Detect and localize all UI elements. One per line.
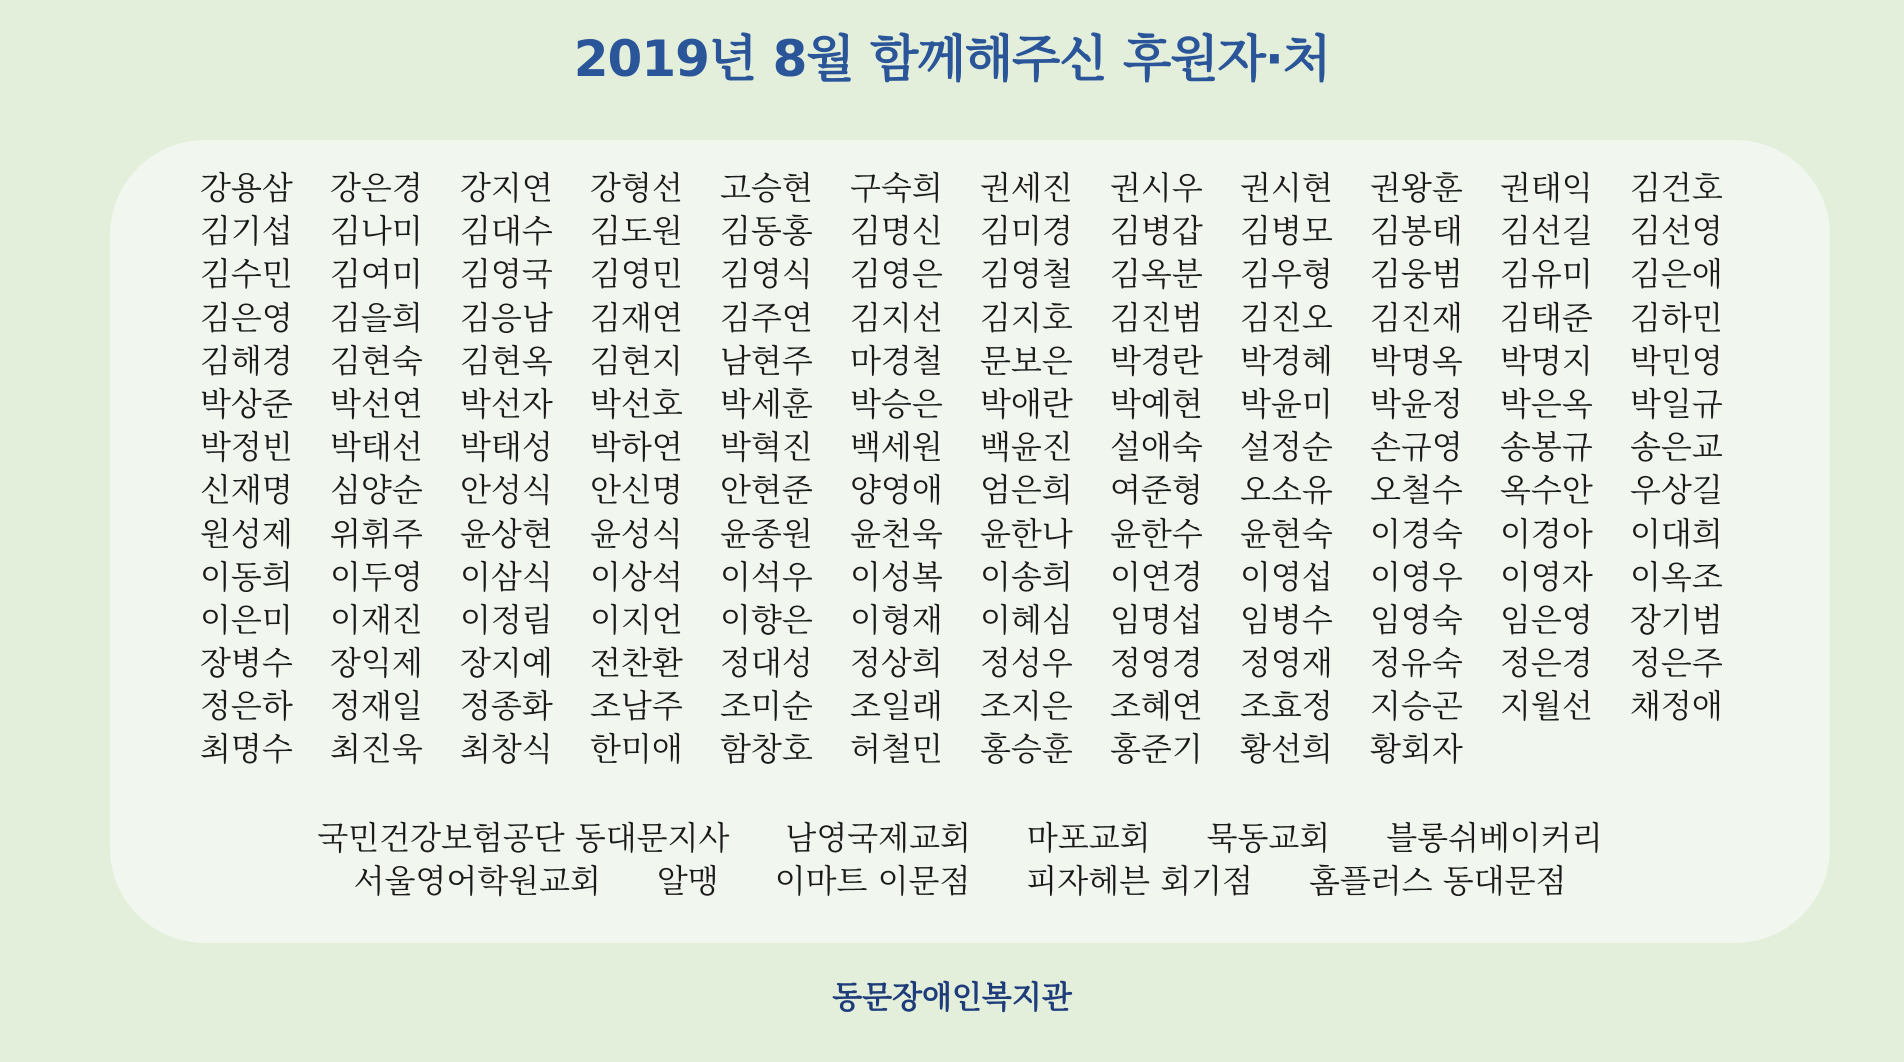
donor-organization: 이마트 이문점 xyxy=(774,862,971,900)
donor-organization: 국민건강보험공단 동대문지사 xyxy=(317,819,730,857)
donor-name: 이향은 xyxy=(720,600,813,639)
donor-name: 김현옥 xyxy=(460,341,553,380)
donor-name: 정영경 xyxy=(1110,644,1203,683)
donor-name: 백세원 xyxy=(850,428,943,467)
donor-name: 함창호 xyxy=(720,730,813,769)
donor-name: 김현숙 xyxy=(330,341,423,380)
donor-name: 김병모 xyxy=(1240,212,1333,251)
donor-name: 김건호 xyxy=(1630,169,1723,207)
donor-name: 박하연 xyxy=(590,428,683,467)
donor-name: 강용삼 xyxy=(200,169,293,207)
donor-name: 이경숙 xyxy=(1370,514,1463,553)
donor-name: 김은영 xyxy=(200,298,293,337)
donor-name: 안현준 xyxy=(720,471,813,510)
donor-name: 김웅범 xyxy=(1370,255,1463,294)
donor-name: 이석우 xyxy=(720,557,813,596)
donor-name: 정은경 xyxy=(1500,644,1593,683)
donor-name: 이영섭 xyxy=(1240,557,1333,596)
donor-name: 이두영 xyxy=(330,557,423,596)
donor-name: 김영철 xyxy=(980,255,1073,294)
donor-name: 이송희 xyxy=(980,557,1073,596)
donor-name: 조지은 xyxy=(980,687,1073,726)
donor-name: 윤한나 xyxy=(980,514,1073,553)
donor-organization: 홈플러스 동대문점 xyxy=(1308,862,1567,900)
donor-name: 김병갑 xyxy=(1110,212,1203,251)
donor-name: 이성복 xyxy=(850,557,943,596)
donor-name: 권세진 xyxy=(980,169,1073,207)
donor-name: 김미경 xyxy=(980,212,1073,251)
donor-name: 최진욱 xyxy=(330,730,423,769)
donor-name: 김지호 xyxy=(980,298,1073,337)
donor-organization: 알맹 xyxy=(656,862,719,900)
donor-name: 안성식 xyxy=(460,471,553,510)
donor-name: 임은영 xyxy=(1500,600,1593,639)
donor-name: 박선호 xyxy=(590,384,683,423)
donor-name: 최창식 xyxy=(460,730,553,769)
donor-name: 박선자 xyxy=(460,384,553,423)
donor-name: 윤현숙 xyxy=(1240,514,1333,553)
donor-name: 김대수 xyxy=(460,212,553,251)
donor-name: 강지연 xyxy=(460,169,553,207)
donor-organization: 묵동교회 xyxy=(1206,819,1331,857)
donor-name: 송봉규 xyxy=(1500,428,1593,467)
donor-name: 정상희 xyxy=(850,644,943,683)
donor-name: 김영국 xyxy=(460,255,553,294)
donor-name: 정종화 xyxy=(460,687,553,726)
donor-name: 황회자 xyxy=(1370,730,1463,769)
donor-name: 고승현 xyxy=(720,169,813,207)
donor-name: 이연경 xyxy=(1110,557,1203,596)
donor-name: 이동희 xyxy=(200,557,293,596)
donor-name: 심양순 xyxy=(330,471,423,510)
donor-name: 김재연 xyxy=(590,298,683,337)
donor-name: 정성우 xyxy=(980,644,1073,683)
donor-organization: 피자헤븐 회기점 xyxy=(1026,862,1253,900)
donor-name: 김영은 xyxy=(850,255,943,294)
donor-name: 장지예 xyxy=(460,644,553,683)
donor-name: 박경란 xyxy=(1110,341,1203,380)
donor-name: 박명지 xyxy=(1500,341,1593,380)
donor-name: 신재명 xyxy=(200,471,293,510)
donor-name: 정재일 xyxy=(330,687,423,726)
donor-name: 장익제 xyxy=(330,644,423,683)
donor-name: 김해경 xyxy=(200,341,293,380)
donor-name: 권태익 xyxy=(1500,169,1593,207)
donor-name: 김동홍 xyxy=(720,212,813,251)
donor-name: 장병수 xyxy=(200,644,293,683)
donor-name: 김봉태 xyxy=(1370,212,1463,251)
donor-name: 윤성식 xyxy=(590,514,683,553)
donor-name: 김현지 xyxy=(590,341,683,380)
donor-name: 김우형 xyxy=(1240,255,1333,294)
donor-name: 정유숙 xyxy=(1370,644,1463,683)
donor-name: 이지언 xyxy=(590,600,683,639)
donor-name: 김진범 xyxy=(1110,298,1203,337)
donor-name: 전찬환 xyxy=(590,644,683,683)
donor-name: 권시현 xyxy=(1240,169,1333,207)
donor-name: 김기섭 xyxy=(200,212,293,251)
donor-name: 김진재 xyxy=(1370,298,1463,337)
donor-name: 강형선 xyxy=(590,169,683,207)
donor-name: 박상준 xyxy=(200,384,293,423)
donor-name: 이삼식 xyxy=(460,557,553,596)
donor-name: 송은교 xyxy=(1630,428,1723,467)
donor-name: 조일래 xyxy=(850,687,943,726)
donor-name: 백윤진 xyxy=(980,428,1073,467)
donor-name: 원성제 xyxy=(200,514,293,553)
donor-name: 김지선 xyxy=(850,298,943,337)
donor-name: 김응남 xyxy=(460,298,553,337)
donor-name: 최명수 xyxy=(200,730,293,769)
org-row-2 xyxy=(200,860,1720,903)
donor-name: 황선희 xyxy=(1240,730,1333,769)
donor-name: 윤상현 xyxy=(460,514,553,553)
donor-name: 이옥조 xyxy=(1630,557,1723,596)
donor-name: 김선영 xyxy=(1630,212,1723,251)
donor-name: 이은미 xyxy=(200,600,293,639)
donor-name: 안신명 xyxy=(590,471,683,510)
donor-name: 이영자 xyxy=(1500,557,1593,596)
donor-organization: 블롱쉬베이커리 xyxy=(1386,819,1603,857)
donor-name: 박혁진 xyxy=(720,428,813,467)
donor-name: 이재진 xyxy=(330,600,423,639)
donor-name: 채정애 xyxy=(1630,687,1723,726)
donor-name: 조남주 xyxy=(590,687,683,726)
donor-name: 김여미 xyxy=(330,255,423,294)
donor-name: 박정빈 xyxy=(200,428,293,467)
donor-name: 김영민 xyxy=(590,255,683,294)
donor-name: 이정림 xyxy=(460,600,553,639)
donor-name: 임병수 xyxy=(1240,600,1333,639)
organization-footer: 동문장애인복지관 xyxy=(832,980,1072,1016)
donor-name: 박태성 xyxy=(460,428,553,467)
donor-name: 남현주 xyxy=(720,341,813,380)
org-row-1 xyxy=(200,817,1720,860)
donor-name: 정은하 xyxy=(200,687,293,726)
donor-name: 박태선 xyxy=(330,428,423,467)
donor-name: 김영식 xyxy=(720,255,813,294)
donor-name: 박명옥 xyxy=(1370,341,1463,380)
donor-name: 김수민 xyxy=(200,255,293,294)
donor-name: 조효정 xyxy=(1240,687,1333,726)
donor-name: 김진오 xyxy=(1240,298,1333,337)
donor-name: 오철수 xyxy=(1370,471,1463,510)
donor-name: 문보은 xyxy=(980,341,1073,380)
donor-name: 김하민 xyxy=(1630,298,1723,337)
donor-name: 홍준기 xyxy=(1110,730,1203,769)
donor-name: 김주연 xyxy=(720,298,813,337)
donor-name: 박선연 xyxy=(330,384,423,423)
donor-name: 김유미 xyxy=(1500,255,1593,294)
donor-organization: 마포교회 xyxy=(1026,819,1151,857)
donor-name: 우상길 xyxy=(1630,471,1723,510)
donor-name: 조혜연 xyxy=(1110,687,1203,726)
donor-name: 설애숙 xyxy=(1110,428,1203,467)
donor-name: 윤종원 xyxy=(720,514,813,553)
donor-organization: 남영국제교회 xyxy=(785,819,971,857)
donor-name: 한미애 xyxy=(590,730,683,769)
donor-name: 김옥분 xyxy=(1110,255,1203,294)
donor-name: 박승은 xyxy=(850,384,943,423)
donor-name: 김명신 xyxy=(850,212,943,251)
donor-name: 조미순 xyxy=(720,687,813,726)
donor-name: 마경철 xyxy=(850,341,943,380)
donor-name: 김태준 xyxy=(1500,298,1593,337)
donor-name: 장기범 xyxy=(1630,600,1723,639)
donor-name: 김을희 xyxy=(330,298,423,337)
donor-name: 박애란 xyxy=(980,384,1073,423)
donor-name: 설정순 xyxy=(1240,428,1333,467)
donor-name: 김도원 xyxy=(590,212,683,251)
donor-name: 엄은희 xyxy=(980,471,1073,510)
donor-name: 지승곤 xyxy=(1370,687,1463,726)
donor-name: 위휘주 xyxy=(330,514,423,553)
donor-name: 정영재 xyxy=(1240,644,1333,683)
donor-name: 홍승훈 xyxy=(980,730,1073,769)
donor-name: 임영숙 xyxy=(1370,600,1463,639)
donor-name: 박세훈 xyxy=(720,384,813,423)
donor-name: 박은옥 xyxy=(1500,384,1593,423)
donor-name: 강은경 xyxy=(330,169,423,207)
donor-name: 오소유 xyxy=(1240,471,1333,510)
donor-name: 박일규 xyxy=(1630,384,1723,423)
donor-name: 박윤정 xyxy=(1370,384,1463,423)
donor-name: 윤천욱 xyxy=(850,514,943,553)
donor-name: 정대성 xyxy=(720,644,813,683)
donor-name: 이상석 xyxy=(590,557,683,596)
donor-name: 권왕훈 xyxy=(1370,169,1463,207)
donor-name: 이형재 xyxy=(850,600,943,639)
donor-name: 구숙희 xyxy=(850,169,943,207)
donor-name: 정은주 xyxy=(1630,644,1723,683)
donor-name: 박윤미 xyxy=(1240,384,1333,423)
donor-organization: 서울영어학원교회 xyxy=(353,862,601,900)
donor-name: 여준형 xyxy=(1110,471,1203,510)
donor-name: 옥수안 xyxy=(1500,471,1593,510)
donor-name: 양영애 xyxy=(850,471,943,510)
donor-name: 손규영 xyxy=(1370,428,1463,467)
donor-name: 김선길 xyxy=(1500,212,1593,251)
donor-name: 박경혜 xyxy=(1240,341,1333,380)
donor-name: 박민영 xyxy=(1630,341,1723,380)
donor-name: 이대희 xyxy=(1630,514,1723,553)
donor-name: 임명섭 xyxy=(1110,600,1203,639)
donor-name: 이경아 xyxy=(1500,514,1593,553)
donor-name-grid xyxy=(200,167,1723,772)
donor-name: 박예현 xyxy=(1110,384,1203,423)
donor-name: 지월선 xyxy=(1500,687,1593,726)
donor-name: 권시우 xyxy=(1110,169,1203,207)
donor-name: 허철민 xyxy=(850,730,943,769)
donor-name: 이영우 xyxy=(1370,557,1463,596)
donor-name: 이혜심 xyxy=(980,600,1073,639)
page-title: 2019년 8월 함께해주신 후원자·처 xyxy=(573,30,1331,88)
donor-organizations xyxy=(200,817,1720,903)
donor-name: 김나미 xyxy=(330,212,423,251)
donor-name: 김은애 xyxy=(1630,255,1723,294)
donor-name: 윤한수 xyxy=(1110,514,1203,553)
